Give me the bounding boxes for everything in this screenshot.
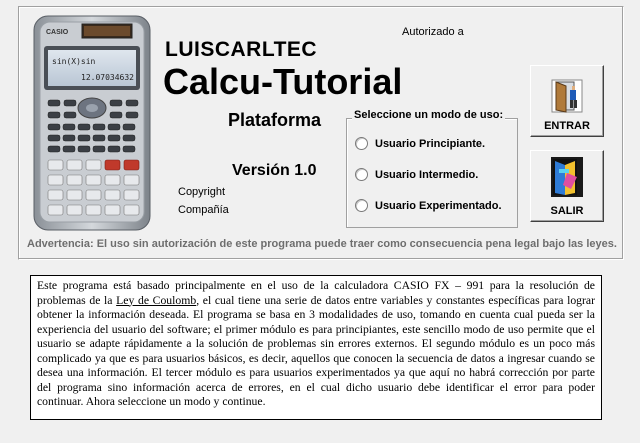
calculator-icon	[30, 14, 154, 232]
radio-beginner[interactable]	[355, 137, 485, 150]
enter-button[interactable]	[530, 65, 604, 137]
description-text-cont: , el cual tiene una serie de datos entre variables y constantes específicas para lograr obtener la información deseada. El programa se basa en 3 modalidades de uso, tomando en cuenta cual pueda ser la experiencia del usuario del software; el primer módulo es para principiantes, este sencillo modo de uso permite que el usuario se adapte rápidamente a la solución de problemas sin errores externos. El segundo módulo es un poco más complicado ya que es para usuarios básicos, es decir, aquellos que conocen la secuencia de datos a ingresar cuando se desea una información. El tercer módulo es para usuarios experimentados ya que aquí no habrá corrección por parte del programa sino información acerca de errores, en el cual dicho usuario debe identificar el error para poder continuar. Ahora seleccione un modo y continue.	[37, 293, 595, 408]
brand-label: LUISCARLTEC	[165, 38, 318, 61]
calculator-brand: CASIO	[46, 29, 69, 36]
app-title: Calcu-Tutorial	[163, 61, 403, 102]
radio-button[interactable]	[355, 199, 368, 212]
calculator-display-line1: sin(X)sin	[52, 57, 96, 66]
version-label: Versión 1.0	[232, 162, 317, 179]
radio-label: Usuario Intermedio.	[375, 168, 479, 181]
radio-label: Usuario Experimentado.	[375, 199, 502, 212]
authorized-label: Autorizado a	[402, 26, 464, 38]
enter-button-label: ENTRAR	[544, 120, 590, 132]
calculator-display-line2: 12.07034632	[81, 73, 134, 82]
description-text: Este programa está basado principalmente en el uso de la calculadora CASIO FX – 991 para la resolución de problemas de la	[37, 279, 595, 307]
copyright-label: Copyright	[178, 186, 226, 198]
platform-label: Plataforma	[228, 110, 322, 130]
radio-button[interactable]	[355, 137, 368, 150]
coulomb-law-text: Ley de Coulomb	[116, 293, 197, 307]
radio-intermediate[interactable]	[355, 168, 478, 181]
radio-experienced[interactable]	[355, 199, 502, 212]
door-open-icon	[550, 78, 584, 114]
company-label: Compañía	[178, 204, 229, 216]
exit-button-label: SALIR	[550, 205, 584, 217]
warning-text: Advertencia: El uso sin autorización de este programa puede traer como consecuencia pena legal bajo las leyes.	[27, 238, 617, 250]
radio-button[interactable]	[355, 168, 368, 181]
mode-group-title: Seleccione un modo de uso:	[354, 109, 504, 121]
radio-label: Usuario Principiante.	[375, 137, 486, 150]
exit-button[interactable]	[530, 150, 604, 222]
description-box	[30, 275, 602, 420]
door-exit-icon	[547, 155, 587, 199]
